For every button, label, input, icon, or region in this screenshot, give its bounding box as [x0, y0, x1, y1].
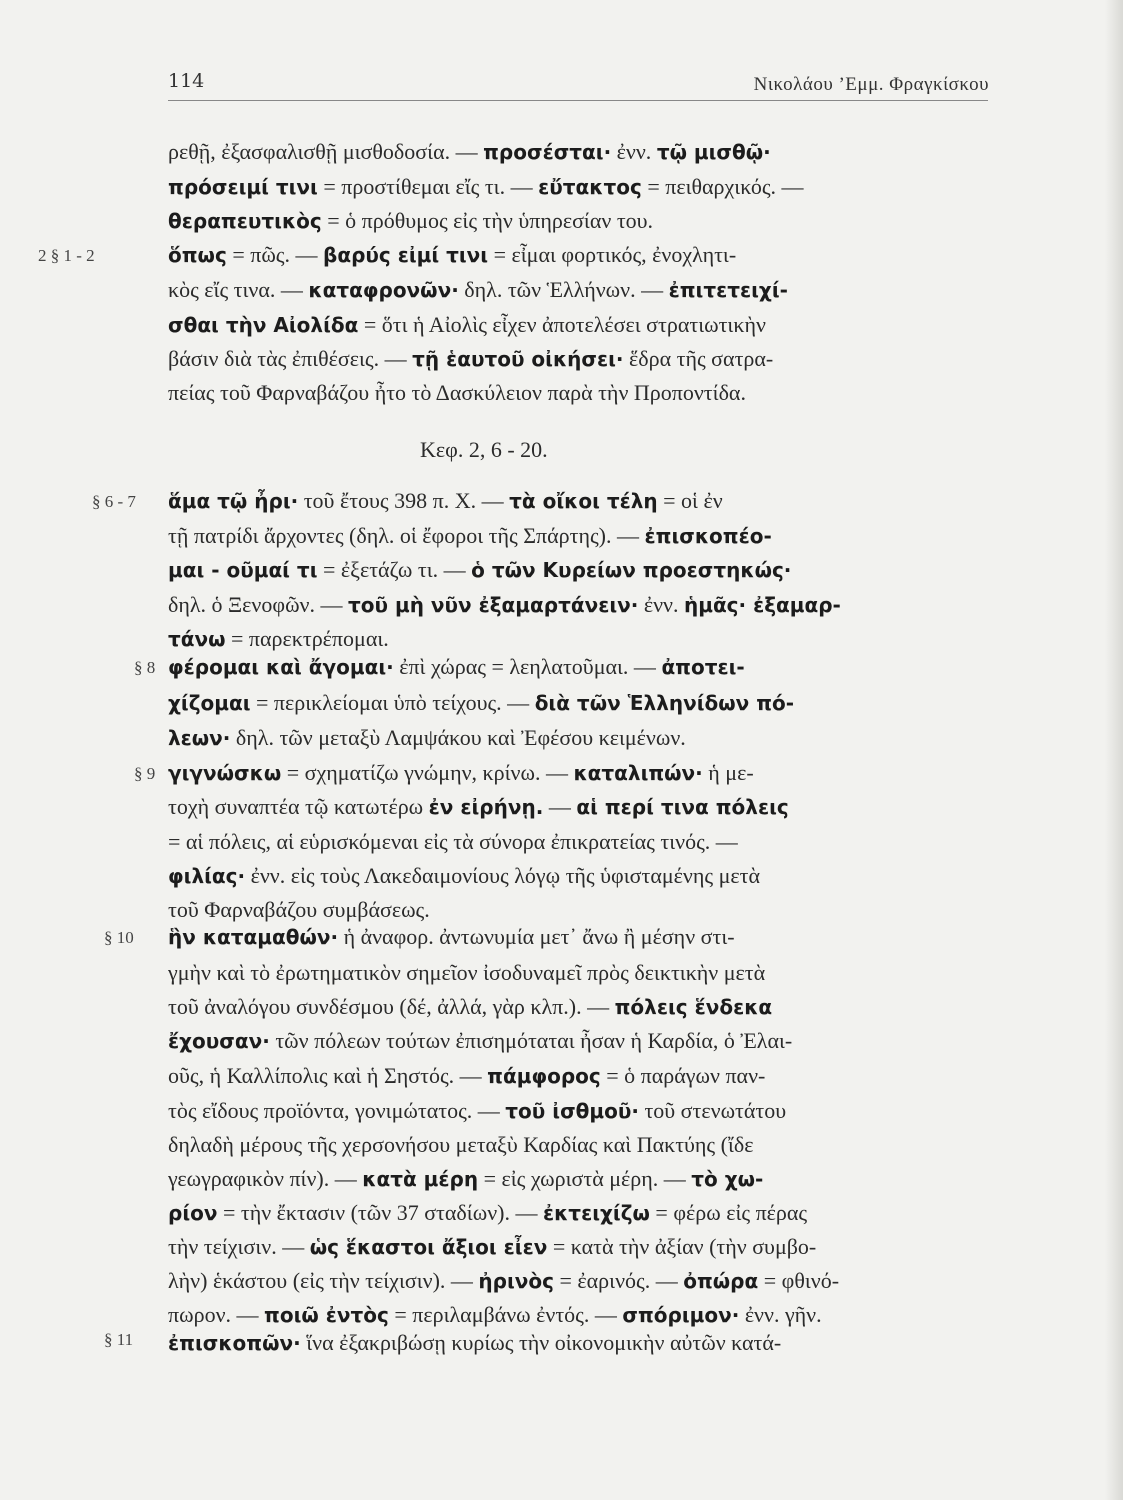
text-line — [168, 1198, 988, 1228]
section-marker: § 8 — [134, 658, 156, 677]
lemma-term: φιλίας· — [168, 864, 246, 888]
header-rule — [168, 100, 988, 101]
text-line — [168, 652, 988, 682]
lemma-term: ὁ τῶν Κυρείων προεστηκώς· — [471, 558, 792, 582]
lemma-term: ἡμᾶς· ἐξαμαρ- — [683, 593, 841, 617]
lemma-term: τῇ ἑαυτοῦ οἰκήσει· — [412, 347, 624, 371]
text-line — [168, 827, 988, 857]
lemma-term: μαι - οῦμαί τι — [168, 558, 318, 582]
lemma-term: ὅπως — [168, 243, 227, 267]
gloss-text: = περιλαμβάνω ἐντός. — — [388, 1302, 623, 1327]
gloss-text: = σχηματίζω γνώμην, κρίνω. — — [281, 760, 574, 785]
lemma-term: χίζομαι — [168, 691, 251, 715]
gloss-text: = ὁ πρόθυμος εἰς τὴν ὑπηρεσίαν του. — [321, 208, 654, 233]
gloss-text: τοῦ ἀναλόγου συνδέσμου (δέ, ἀλλά, γὰρ κλπ.). — — [168, 994, 615, 1019]
gloss-text: πωρον. — — [168, 1302, 265, 1327]
gloss-text: ἐνν. — [611, 139, 657, 164]
lemma-term: κατὰ μέρη — [362, 1167, 479, 1191]
lemma-term: φέρομαι καὶ ἄγομαι· — [168, 655, 394, 679]
gloss-text: = ἐξετάζω τι. — — [317, 557, 472, 582]
gloss-text: τὸς εἴδους προϊόντα, γονιμώτατος. — — [168, 1098, 506, 1123]
page-number: 114 — [168, 70, 205, 92]
text-line — [168, 1130, 988, 1160]
gloss-text: τῇ πατρίδι ἄρχοντες (δηλ. οἱ ἔφοροι τῆς Σπάρτης). — — [168, 523, 645, 548]
gloss-text: = κατὰ τὴν ἀξίαν (τὴν συμβο- — [547, 1234, 817, 1259]
gloss-text: οῦς, ἡ Καλλίπολις καὶ ἡ Σηστός. — — [168, 1063, 488, 1088]
text-line — [168, 137, 988, 167]
lemma-term: ὀπώρα — [683, 1269, 759, 1293]
text-line — [168, 1232, 988, 1262]
gloss-text: = ὁ παράγων παν- — [600, 1063, 766, 1088]
gloss-text: τοῦ στενωτάτου — [638, 1098, 787, 1123]
gloss-text: δηλ. ὁ Ξενοφῶν. — — [168, 592, 348, 617]
gloss-text: κὸς εἴς τινα. — — [168, 277, 309, 302]
lemma-term: ἐπισκοπῶν· — [168, 1331, 301, 1355]
page-edge-shadow — [1105, 0, 1123, 1500]
text-line — [168, 378, 988, 408]
lemma-term: βαρύς εἰμί τινι — [323, 243, 489, 267]
text-line — [168, 922, 988, 952]
text-line — [168, 240, 988, 270]
section-marker: 2 § 1 - 2 — [38, 246, 95, 265]
gloss-text: βάσιν διὰ τὰς ἐπιθέσεις. — — [168, 346, 413, 371]
gloss-text: πείας τοῦ Φαρναβάζου ἦτο τὸ Δασκύλειον παρὰ τὴν Προποντίδα. — [168, 380, 746, 405]
text-line — [168, 344, 988, 374]
gloss-text: = ἐαρινός. — — [554, 1268, 684, 1293]
text-line — [168, 486, 988, 516]
gloss-text: ρεθῇ, ἐξασφαλισθῇ μισθοδοσία. — — [168, 139, 484, 164]
gloss-text: = φέρω εἰς πέρας — [649, 1200, 808, 1225]
gloss-text: τὴν τείχισιν. — — [168, 1234, 310, 1259]
text-line — [168, 275, 988, 305]
gloss-text: ἐνν. — [638, 592, 684, 617]
lemma-term: ἐν εἰρήνῃ. — [428, 795, 544, 819]
text-line — [168, 895, 988, 925]
section-marker: § 11 — [104, 1330, 134, 1349]
chapter-heading: Κεφ. 2, 6 - 20. — [420, 437, 548, 462]
gloss-text: ἡ ἀναφορ. ἀντωνυμία μετ᾽ ἄνω ἢ μέσην στι- — [338, 924, 735, 949]
text-line — [168, 590, 988, 620]
text-line — [168, 1164, 988, 1194]
gloss-text: τοῦ ἔτους 398 π. Χ. — — [298, 488, 510, 513]
text-line — [168, 958, 988, 988]
gloss-text: = ὅτι ἡ Αἰολὶς εἶχεν ἀποτελέσει στρατιωτικὴν — [358, 312, 766, 337]
lemma-term: ἔχουσαν· — [168, 1029, 270, 1053]
lemma-term: πόλεις ἕνδεκα — [614, 995, 773, 1019]
text-line — [168, 1061, 988, 1091]
section-marker: § 10 — [104, 928, 134, 947]
lemma-term: προσέσται· — [483, 140, 612, 164]
section-marker: § 6 - 7 — [92, 492, 136, 511]
lemma-term: σθαι τὴν Αἰολίδα — [168, 313, 359, 337]
lemma-term: τῷ μισθῷ· — [656, 140, 771, 164]
gloss-text: = οἱ ἐν — [657, 488, 723, 513]
gloss-text: γμὴν καὶ τὸ ἐρωτηματικὸν σημεῖον ἰσοδυναμεῖ πρὸς δεικτικὴν μετὰ — [168, 960, 766, 985]
text-line — [168, 521, 988, 551]
gloss-text: ἕδρα τῆς σατρα- — [623, 346, 774, 371]
text-line — [168, 172, 988, 202]
lemma-term: ἐπιτετειχί- — [668, 278, 788, 302]
text-line — [168, 758, 988, 788]
gloss-text: = τὴν ἔκτασιν (τῶν 37 σταδίων). — — [217, 1200, 543, 1225]
gloss-text: τοῦ Φαρναβάζου συμβάσεως. — [168, 897, 430, 922]
lemma-term: τοῦ ἰσθμοῦ· — [505, 1099, 639, 1123]
gloss-text: = προστίθεμαι εἴς τι. — — [317, 174, 539, 199]
text-line — [168, 310, 988, 340]
text-line — [168, 992, 988, 1022]
lemma-term: ὡς ἕκαστοι ἄξιοι εἶεν — [309, 1235, 548, 1259]
gloss-text: = εἶμαι φορτικός, ἐνοχλητι- — [488, 242, 737, 267]
gloss-text: — — [543, 794, 577, 819]
gloss-text: = παρεκτρέπομαι. — [225, 626, 389, 651]
lemma-term: πάμφορος — [487, 1064, 601, 1088]
gloss-text: δηλαδὴ μέρους τῆς χερσονήσου μεταξὺ Καρδίας καὶ Πακτύης (ἴδε — [168, 1132, 754, 1157]
lemma-term: τοῦ μὴ νῦν ἐξαμαρτάνειν· — [348, 593, 639, 617]
gloss-text: ἐνν. γῆν. — [739, 1302, 822, 1327]
gloss-text: = εἰς χωριστὰ μέρη. — — [478, 1166, 692, 1191]
text-line — [168, 1096, 988, 1126]
gloss-text: = περικλείομαι ὑπὸ τείχους. — — [250, 690, 535, 715]
lemma-term: διὰ τῶν Ἑλληνίδων πό- — [534, 691, 795, 715]
lemma-term: ἠρινὸς — [478, 1269, 554, 1293]
gloss-text: = φθινό- — [758, 1268, 840, 1293]
lemma-term: καταφρονῶν· — [308, 278, 459, 302]
gloss-text: δηλ. τῶν Ἑλλήνων. — — [458, 277, 669, 302]
lemma-term: ἣν καταμαθών· — [168, 925, 339, 949]
gloss-text: τοχὴ συναπτέα τῷ κατωτέρω — [168, 794, 429, 819]
lemma-term: ποιῶ ἐντὸς — [264, 1303, 389, 1327]
section-marker: § 9 — [134, 764, 156, 783]
lemma-term: ἐκτειχίζω — [542, 1201, 650, 1225]
lemma-term: ἅμα τῷ ἦρι· — [168, 489, 299, 513]
text-line — [168, 861, 988, 891]
gloss-text: = πειθαρχικός. — — [641, 174, 804, 199]
lemma-term: αἱ περί τινα πόλεις — [576, 795, 789, 819]
lemma-term: γιγνώσκω — [168, 761, 282, 785]
text-line — [168, 1328, 988, 1358]
text-line — [168, 555, 988, 585]
gloss-text: = αἱ πόλεις, αἱ εὑρισκόμεναι εἰς τὰ σύνορα ἐπικρατείας τινός. — — [168, 829, 738, 854]
lemma-term: σπόριμον· — [622, 1303, 740, 1327]
gloss-text: = πῶς. — — [226, 242, 324, 267]
lemma-term: ἐπισκοπέο- — [644, 524, 772, 548]
lemma-term: τὰ οἴκοι τέλη — [509, 489, 658, 513]
lemma-term: πρόσειμί τινι — [168, 175, 318, 199]
text-line — [168, 624, 988, 654]
lemma-term: τάνω — [168, 627, 226, 651]
gloss-text: δηλ. τῶν μεταξὺ Λαμψάκου καὶ Ἐφέσου κειμένων. — [230, 725, 686, 750]
running-title: Νικολάου ’Εμμ. Φραγκίσκου — [753, 74, 989, 95]
text-line — [168, 1300, 988, 1330]
text-line — [168, 1026, 988, 1056]
gloss-text: λὴν) ἑκάστου (εἰς τὴν τείχισιν). — — [168, 1268, 479, 1293]
lemma-term: τὸ χω- — [691, 1167, 764, 1191]
gloss-text: τῶν πόλεων τούτων ἐπισημόταται ἦσαν ἡ Καρδία, ὁ Ἐλαι- — [269, 1028, 793, 1053]
lemma-term: λεων· — [168, 726, 231, 750]
text-line — [168, 1266, 988, 1296]
lemma-term: ρίον — [168, 1201, 218, 1225]
lemma-term: καταλιπών· — [573, 761, 703, 785]
gloss-text: ἐνν. εἰς τοὺς Λακεδαιμονίους λόγῳ τῆς ὑφισταμένης μετὰ — [245, 863, 760, 888]
lemma-term: θεραπευτικὸς — [168, 209, 322, 233]
text-line — [168, 688, 988, 718]
gloss-text: ἵνα ἐξακριβώσῃ κυρίως τὴν οἰκονομικὴν αὐτῶν κατά- — [300, 1330, 782, 1355]
gloss-text: ἐπὶ χώρας = λεηλατοῦμαι. — — [393, 654, 662, 679]
gloss-text: ἡ με- — [702, 760, 754, 785]
text-line — [168, 792, 988, 822]
lemma-term: εὔτακτος — [538, 175, 642, 199]
gloss-text: γεωγραφικὸν πίν). — — [168, 1166, 363, 1191]
text-line — [168, 723, 988, 753]
lemma-term: ἀποτει- — [661, 655, 745, 679]
text-line — [168, 206, 988, 236]
